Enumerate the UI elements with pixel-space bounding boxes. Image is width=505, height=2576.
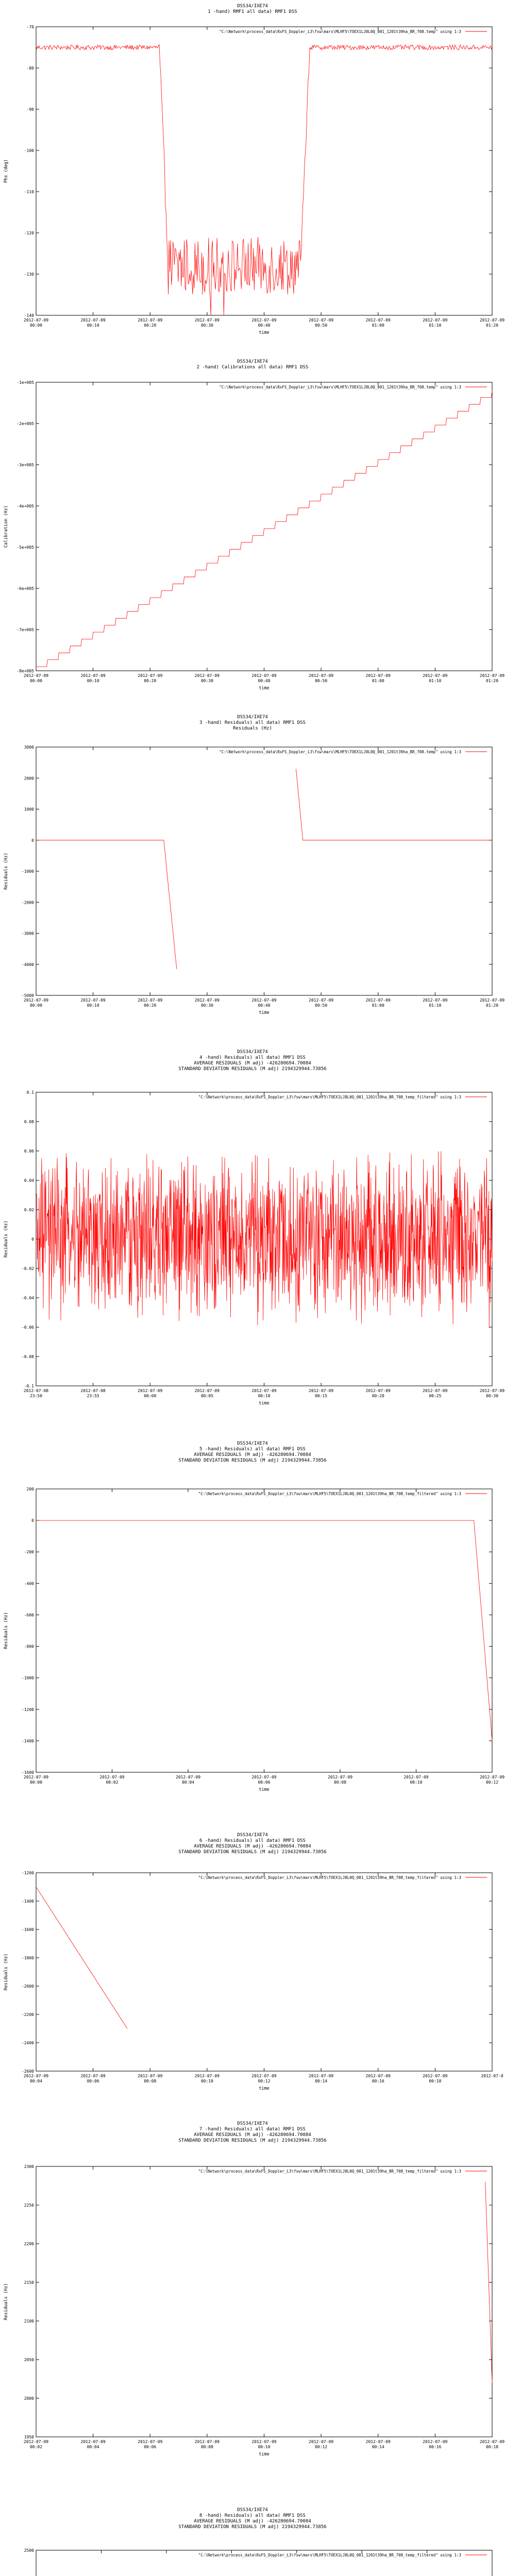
x-axis-label: time <box>259 1787 270 1792</box>
x-tick-label: 2012-07-09 00:06 <box>251 1775 277 1785</box>
chart-title-line: 6 -hand) Residuals) all data) RMF1 DSS <box>199 1838 306 1843</box>
x-tick-label: 2012-07-09 00:10 <box>80 318 106 328</box>
x-tick-label: 2012-07-09 01:00 <box>365 673 391 683</box>
y-axis-label: Residuals (Hz) <box>4 1221 9 1258</box>
y-tick-label: -1600 <box>21 1770 34 1775</box>
chart-panel-8 <box>0 2504 505 2576</box>
y-tick-label: -800 <box>24 1644 34 1649</box>
chart-svg-6 <box>0 1829 505 2117</box>
y-tick-label: 2250 <box>24 2203 34 2208</box>
y-tick-label: 0.04 <box>24 1178 34 1183</box>
chart-title-line: STANDARD DEVIATION RESIDUALS (M adj) 2194329944.73856 <box>178 2524 327 2530</box>
series-line <box>36 769 492 969</box>
x-tick-label: 2012-07-09 00:10 <box>251 2439 277 2449</box>
y-tick-label: -2200 <box>21 2012 34 2017</box>
x-axis-label: time <box>259 2452 270 2457</box>
x-tick-label: 2012-07-09 00:16 <box>365 2074 391 2083</box>
y-tick-label: 0.08 <box>24 1120 34 1124</box>
y-tick-label: -130 <box>24 272 34 277</box>
x-tick-label: 2012-07-09 00:14 <box>365 2439 391 2449</box>
x-tick-label: 2012-07-09 00:18 <box>479 2439 505 2449</box>
series-line <box>36 1887 127 2029</box>
y-tick-label: -5e+005 <box>16 545 34 550</box>
x-tick-label: 2012-07-09 00:10 <box>194 2074 220 2083</box>
chart-panel-1 <box>0 0 505 355</box>
y-tick-label: 0.02 <box>24 1208 34 1212</box>
chart-title-line: STANDARD DEVIATION RESIDUALS (M adj) 2194329944.73856 <box>178 2138 327 2143</box>
chart-panel-6 <box>0 1829 505 2117</box>
y-tick-label: -110 <box>24 190 34 194</box>
y-axis-label: Calibration (Hz) <box>4 505 9 548</box>
chart-title-line: 3 -hand) Residuals) all data) RMF1 DSS <box>199 720 306 725</box>
y-tick-label: -200 <box>24 1550 34 1555</box>
x-tick-label: 2012-07-09 00:16 <box>423 2439 448 2449</box>
y-tick-label: -2400 <box>21 2041 34 2045</box>
x-tick-label: 2012-07-09 00:00 <box>23 673 49 683</box>
y-axis-label: Phs (deg) <box>4 159 9 183</box>
y-tick-label: -2e+005 <box>16 421 34 426</box>
x-tick-label: 2012-07-09 00:02 <box>99 1775 125 1785</box>
x-tick-label: 2012-07-09 00:05 <box>194 1388 220 1398</box>
x-tick-label: 2012-07-09 00:12 <box>479 1775 505 1785</box>
x-tick-label: 2012-07-09 00:10 <box>251 1388 277 1398</box>
x-tick-label: 2012-07-09 00:10 <box>80 998 106 1008</box>
x-tick-label: 2012-07-09 01:20 <box>479 998 505 1008</box>
x-tick-label: 2012-07-09 00:08 <box>138 2074 163 2083</box>
chart-title-line: Residuals (Hz) <box>233 726 272 731</box>
y-axis-label: Residuals (Hz) <box>4 1612 9 1649</box>
chart-title-line: 4 -hand) Residuals) all data) RMF1 DSS <box>199 1055 306 1060</box>
y-tick-label: -8e+005 <box>16 669 34 673</box>
x-tick-label: 2012-07-0 <box>481 2074 503 2078</box>
x-tick-label: 2012-07-08 23:50 <box>23 1388 49 1398</box>
x-tick-label: 2012-07-09 00:08 <box>194 2439 220 2449</box>
chart-panel-4 <box>0 1046 505 1437</box>
x-tick-label: 2012-07-09 00:02 <box>23 2439 49 2449</box>
y-axis-label: Residuals (Hz) <box>4 1953 9 1991</box>
y-tick-label: -2000 <box>21 900 34 905</box>
x-axis-label: time <box>259 330 270 335</box>
legend-label: "C:\Network\process_data\RxFS_Doppler_L3\fsw\mars\MLHF5\TOEX1LJ8L0Q_001_1201t39ha_BR_708_temp_filtered" using 1:3 <box>198 1095 461 1099</box>
plot-frame <box>36 27 492 315</box>
x-axis-label: time <box>259 1010 270 1015</box>
y-tick-label: -4e+005 <box>16 504 34 509</box>
y-tick-label: 3000 <box>24 745 34 750</box>
chart-svg-2 <box>0 355 505 711</box>
legend-label: "C:\Network\process_data\RxFS_Doppler_L3\fsw\mars\MLHF5\TOEX1LJ8L0Q_001_1201t39ha_BR_708_temp_filtered" using 1:3 <box>198 1492 461 1496</box>
x-tick-label: 2012-07-09 00:50 <box>309 318 334 328</box>
plot-frame <box>36 1489 492 1772</box>
y-tick-label: 2500 <box>24 2548 34 2553</box>
y-tick-label: -1800 <box>21 1956 34 1960</box>
plot-frame <box>36 2166 492 2437</box>
x-tick-label: 2012-07-09 00:00 <box>23 1775 49 1785</box>
x-tick-label: 2012-07-09 00:20 <box>138 673 163 683</box>
chart-title-line: AVERAGE RESIDUALS (M adj) -426280694.70084 <box>194 2519 311 2524</box>
chart-title-line: 7 -hand) Residuals) all data) RMF1 DSS <box>199 2127 306 2132</box>
y-tick-label: -1200 <box>21 1871 34 1875</box>
y-tick-label: -80 <box>26 66 34 71</box>
x-tick-label: 2012-07-09 00:18 <box>423 2074 448 2083</box>
y-tick-label: 0 <box>31 1237 34 1242</box>
y-axis-label: Residuals (Hz) <box>4 853 9 890</box>
chart-title-line: DSS34/IXE74 <box>237 2121 268 2126</box>
x-tick-label: 2012-07-09 01:10 <box>423 998 448 1008</box>
y-tick-label: -4000 <box>21 962 34 967</box>
chart-title-line: AVERAGE RESIDUALS (M adj) -426280694.70084 <box>194 1061 311 1066</box>
y-tick-label: -5000 <box>21 993 34 998</box>
legend-label: "C:\Network\process_data\RxFS_Doppler_L3\fsw\mars\MLHF5\TOEX1LJ8L0Q_001_1201t39ha_BR_708.temp" using 1:3 <box>219 750 461 754</box>
x-tick-label: 2012-07-09 00:10 <box>80 673 106 683</box>
x-tick-label: 2012-07-09 01:00 <box>365 998 391 1008</box>
y-tick-label: -1000 <box>21 1675 34 1681</box>
chart-title-line: 8 -hand) Residuals) all data) RMF1 DSS <box>199 2513 306 2518</box>
y-tick-label: -2000 <box>21 1984 34 1989</box>
y-tick-label: 1000 <box>24 807 34 812</box>
chart-title-line: DSS34/IXE74 <box>237 359 268 364</box>
x-tick-label: 2012-07-09 01:00 <box>365 318 391 328</box>
legend-label: "C:\Network\process_data\RxFS_Doppler_L3\fsw\mars\MLHF5\TOEX1LJ8L0Q_001_1201t39ha_BR_708_temp_filtered" using 1:3 <box>198 2553 461 2557</box>
chart-svg-8 <box>0 2504 505 2576</box>
y-axis-label: Residuals (Hz) <box>4 2283 9 2320</box>
y-tick-label: -3000 <box>21 931 34 936</box>
y-tick-label: -0.02 <box>21 1266 34 1271</box>
y-tick-label: -1000 <box>21 869 34 874</box>
x-tick-label: 2012-07-09 00:40 <box>251 673 277 683</box>
y-tick-label: 2300 <box>24 2164 34 2169</box>
x-tick-label: 2012-07-09 00:14 <box>309 2074 334 2083</box>
x-tick-label: 2012-07-09 00:00 <box>138 1388 163 1398</box>
y-tick-label: -1200 <box>21 1707 34 1712</box>
chart-title-line: AVERAGE RESIDUALS (M adj) -426280694.70084 <box>194 1452 311 1458</box>
x-axis-label: time <box>259 1401 270 1406</box>
x-tick-label: 2012-07-09 00:40 <box>251 998 277 1008</box>
y-tick-label: -1400 <box>21 1738 34 1743</box>
y-tick-label: -1600 <box>21 1927 34 1932</box>
x-tick-label: 2012-07-09 00:20 <box>138 998 163 1008</box>
chart-title-line: 5 -hand) Residuals) all data) RMF1 DSS <box>199 1447 306 1452</box>
y-tick-label: 0.06 <box>24 1149 34 1154</box>
y-tick-label: 2100 <box>24 2319 34 2324</box>
x-axis-label: time <box>259 2086 270 2091</box>
x-tick-label: 2012-07-09 00:50 <box>309 673 334 683</box>
chart-title-line: STANDARD DEVIATION RESIDUALS (M adj) 2194329944.73856 <box>178 1066 327 1072</box>
chart-title-line: DSS34/IXE74 <box>237 4 268 9</box>
x-tick-label: 2012-07-09 00:40 <box>251 318 277 328</box>
chart-title-line: AVERAGE RESIDUALS (M adj) -426280694.70084 <box>194 1844 311 1849</box>
y-tick-label: -400 <box>24 1581 34 1586</box>
x-tick-label: 2012-07-09 00:25 <box>423 1388 448 1398</box>
y-tick-label: -7e+005 <box>16 628 34 632</box>
x-tick-label: 2012-07-09 00:04 <box>23 2074 49 2083</box>
y-tick-label: -0.08 <box>21 1354 34 1359</box>
chart-panel-7 <box>0 2117 505 2504</box>
x-tick-label: 2012-07-09 01:20 <box>479 318 505 328</box>
y-tick-label: 2050 <box>24 2358 34 2362</box>
x-tick-label: 2012-07-09 01:10 <box>423 673 448 683</box>
x-tick-label: 2012-07-08 23:55 <box>80 1388 106 1398</box>
legend-label: "C:\Network\process_data\RxFS_Doppler_L3\fsw\mars\MLHF5\TOEX1LJ8L0Q_001_1201t39ha_BR_708_temp_filtered" using 1:3 <box>198 2169 461 2174</box>
y-tick-label: 2200 <box>24 2242 34 2246</box>
chart-title-line: STANDARD DEVIATION RESIDUALS (M adj) 2194329944.73856 <box>178 1850 327 1855</box>
series-line <box>36 1151 492 1328</box>
x-tick-label: 2012-07-09 00:30 <box>479 1388 505 1398</box>
y-tick-label: 0.1 <box>26 1090 34 1095</box>
legend-label: "C:\Network\process_data\RxFS_Doppler_L3\fsw\mars\MLHF5\TOEX1LJ8L0Q_001_1201t39ha_BR_708_temp_filtered" using 1:3 <box>198 1875 461 1880</box>
series-line <box>36 391 492 667</box>
chart-panel-2 <box>0 355 505 711</box>
series-line <box>36 1520 492 1741</box>
chart-title-line: AVERAGE RESIDUALS (M adj) -426280694.70084 <box>194 2132 311 2138</box>
x-tick-label: 2012-07-09 00:30 <box>194 998 220 1008</box>
x-tick-label: 2012-07-09 00:06 <box>138 2439 163 2449</box>
plot-frame <box>36 747 492 995</box>
y-tick-label: -0.04 <box>21 1296 34 1300</box>
y-tick-label: 2150 <box>24 2280 34 2285</box>
y-tick-label: -6e+005 <box>16 586 34 591</box>
x-tick-label: 2012-07-09 00:04 <box>80 2439 106 2449</box>
chart-title-line: STANDARD DEVIATION RESIDUALS (M adj) 2194329944.73856 <box>178 1458 327 1463</box>
x-tick-label: 2012-07-09 00:50 <box>309 998 334 1008</box>
y-tick-label: -120 <box>24 231 34 235</box>
y-tick-label: -100 <box>24 148 34 153</box>
chart-svg-5 <box>0 1437 505 1829</box>
chart-title-line: DSS34/IXE74 <box>237 1049 268 1055</box>
x-tick-label: 2012-07-09 00:00 <box>23 998 49 1008</box>
y-tick-label: 1950 <box>24 2435 34 2439</box>
series-line <box>36 44 492 315</box>
y-tick-label: -600 <box>24 1613 34 1618</box>
x-tick-label: 2012-07-09 00:12 <box>251 2074 277 2083</box>
y-tick-label: -1e+005 <box>16 380 34 385</box>
legend-label: "C:\Network\process_data\RxFS_Doppler_L3\fsw\mars\MLHF5\TOEX1LJ8L0Q_001_1201t39ha_BR_708.temp" using 1:3 <box>219 29 461 34</box>
plot-frame <box>36 1873 492 2071</box>
y-tick-label: -0.06 <box>21 1325 34 1330</box>
y-tick-label: 0 <box>31 838 34 843</box>
y-tick-label: -90 <box>26 107 34 112</box>
plot-frame <box>36 382 492 671</box>
chart-title-line: DSS34/IXE74 <box>237 715 268 720</box>
y-tick-label: 2000 <box>24 776 34 781</box>
y-tick-label: -70 <box>26 25 34 29</box>
x-tick-label: 2012-07-09 00:10 <box>403 1775 429 1785</box>
x-tick-label: 2012-07-09 00:15 <box>309 1388 334 1398</box>
y-tick-label: -3e+005 <box>16 463 34 467</box>
x-tick-label: 2012-07-09 00:30 <box>194 673 220 683</box>
x-tick-label: 2012-07-09 01:20 <box>479 673 505 683</box>
chart-panel-5 <box>0 1437 505 1829</box>
x-tick-label: 2012-07-09 01:10 <box>423 318 448 328</box>
chart-title-line: DSS34/IXE74 <box>237 2507 268 2513</box>
y-tick-label: -2600 <box>21 2069 34 2074</box>
legend-label: "C:\Network\process_data\RxFS_Doppler_L3\fsw\mars\MLHF5\TOEX1LJ8L0Q_001_1201t39ha_BR_708.temp" using 1:3 <box>219 385 461 389</box>
y-tick-label: 0 <box>31 1518 34 1523</box>
x-tick-label: 2012-07-09 00:06 <box>80 2074 106 2083</box>
chart-svg-1 <box>0 0 505 355</box>
chart-svg-7 <box>0 2117 505 2504</box>
chart-title-line: DSS34/IXE74 <box>237 1441 268 1446</box>
chart-panel-3 <box>0 711 505 1046</box>
y-tick-label: -0.1 <box>24 1384 34 1388</box>
x-axis-label: time <box>259 686 270 691</box>
x-tick-label: 2012-07-09 00:20 <box>365 1388 391 1398</box>
y-tick-label: -140 <box>24 313 34 318</box>
y-tick-label: 2000 <box>24 2396 34 2401</box>
x-tick-label: 2012-07-09 00:30 <box>194 318 220 328</box>
chart-title-line: 1 -hand) RMF1 all data) RMF1 DSS <box>208 9 297 14</box>
chart-title-line: DSS34/IXE74 <box>237 1833 268 1838</box>
y-tick-label: 200 <box>26 1487 34 1492</box>
chart-svg-4 <box>0 1046 505 1437</box>
chart-title-line: 2 -hand) Calibrations all data) RMF1 DSS <box>196 365 309 370</box>
x-tick-label: 2012-07-09 00:12 <box>309 2439 334 2449</box>
x-tick-label: 2012-07-09 00:04 <box>175 1775 201 1785</box>
chart-svg-3 <box>0 711 505 1046</box>
y-tick-label: -1400 <box>21 1899 34 1904</box>
x-tick-label: 2012-07-09 00:20 <box>138 318 163 328</box>
x-tick-label: 2012-07-09 00:08 <box>327 1775 353 1785</box>
x-tick-label: 2012-07-09 00:00 <box>23 318 49 328</box>
